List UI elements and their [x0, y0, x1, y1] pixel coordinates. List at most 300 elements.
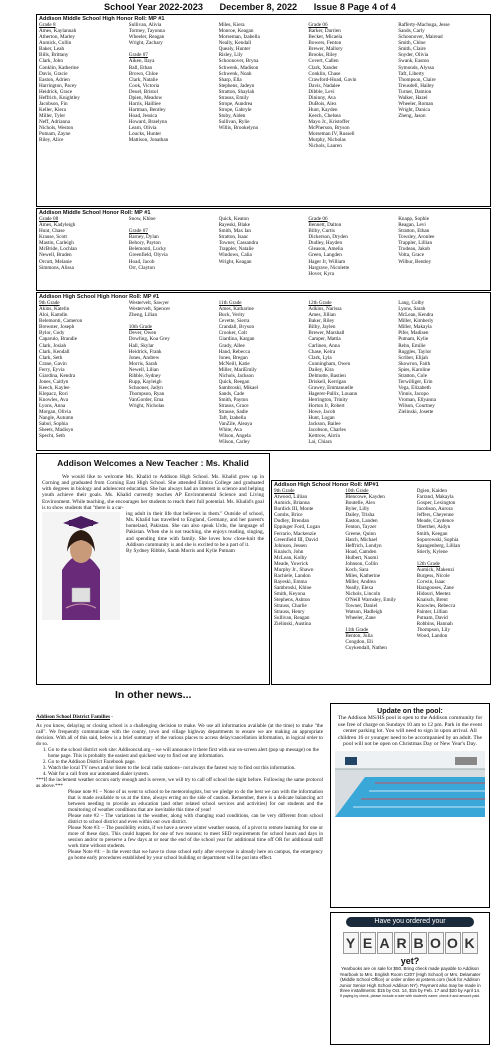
ms-honor-columns — [39, 216, 488, 276]
student-name: Thompson, Claire — [398, 76, 436, 83]
student-name: Vega, Elizabeth — [398, 384, 431, 391]
student-name: Zielinski, Josette — [398, 409, 434, 416]
student-name: Painter, Lillian — [416, 609, 448, 616]
student-name: Horton Jr, Robert — [308, 403, 345, 409]
student-name: Herrington, Trinity — [308, 396, 348, 403]
welcome-title: Addison Welcomes a New Teacher : Ms. Khalid — [57, 458, 249, 468]
student-name: Cunningham, Owen — [308, 360, 351, 367]
student-name: Rafferty-Machuga, Jesse — [398, 22, 450, 29]
student-name: Buck, Verity — [218, 312, 245, 319]
student-name: Nangle, Autumn — [39, 415, 74, 422]
student-name: Hunt, Logan — [308, 415, 335, 422]
student-name: Neally, Elexa — [345, 584, 374, 591]
school-closing-notice: Addison School District Families - As you know, delaying or closing school is a challenging decision to make. We use all information available (at the time) to make "the call". We frequently communicate with the county, town and village highway departments to ensure we are making an appropriate decision. With all of this said, below is a brief summary of the various places to access delay/cancellation information, in logical order to do so. 1. Go to the school district web site: Addisoncsd.org – we will announce it there first with our on-screen alert (pop up message) on the home page. This is probably the easiest and quickest way to find out any information. 2. Go to the Addison District Facebook page. 3. Watch the local TV news and/or listen to the local radio stations– not always the fastest way to find out this information. 4. Wait for a call from our automated dialer system. ***If the inclement weather occurs early enough and is severe, we will try to call off school the night before. Following the same protocol as above.*** Please note #1 – None of us went to school to be meteorologists, but we pledge to do the best we can with the information that is made available to us at the time, always erring on the side of caution. Remember, there is a delicate balancing act between needing to provide an education (and other related school services and activities) for our students and the monitoring of weather conditions that are inevitable this time of year! Please note #2 – The variations in the weather, along with changing road conditions, can be very different from school district to school district and even within our own district. Please Note #3: – The possibility exists, if we have a severe winter weather season, of a pivot to remote learning for one or more of these days. This could happen for one of two reasons: to meet SED requirements for school hours and days in session and/or to preserve a few days at or near the end of the school year for additional time off OR for additional staff work time without students. Please Note #4: – In the event that we have to close school early after everyone is already here on campus, the emergency go home early procedures established by your school building or department will be put into effect. — [36, 705, 323, 1045]
student-name: Grady, Allee — [218, 342, 245, 349]
student-name: Koch, Sara — [345, 566, 369, 573]
student-name: Barney, Dylan — [128, 234, 159, 241]
yearbook-letter: O — [428, 932, 444, 954]
student-name: Neff, Adrianna — [39, 118, 71, 125]
yearbook-letter: Y — [343, 932, 359, 954]
student-name: Bilby, Curtis — [308, 228, 335, 235]
student-name: Giardina, Kargan — [218, 336, 255, 343]
grade-heading: 12th Grade — [416, 560, 440, 567]
student-name: Scriber, Elijah — [398, 354, 428, 361]
student-name: Miller, Makayla — [398, 324, 432, 331]
closing-info-item: 4. Wait for a call from our automated dialer system. — [48, 771, 323, 777]
student-name: Bills, Brittany — [39, 52, 69, 59]
student-name: Westervelt, Sawyer — [128, 300, 169, 307]
honor-roll-column — [274, 488, 345, 651]
pool-photo — [335, 751, 485, 817]
student-name: Smith, Payton — [218, 396, 248, 403]
student-name: Baker, Leah — [39, 46, 65, 53]
student-name: Dailey, Kira — [308, 366, 334, 373]
student-name: Knaisch, Brent — [416, 597, 448, 604]
student-name: Smith, Claire — [398, 46, 426, 53]
families-title: Addison School District Families — [36, 714, 111, 720]
student-name: Strauss, Henry — [274, 609, 305, 616]
student-name: Nichols, Lincoln — [345, 591, 381, 597]
school-year: School Year 2022-2023 — [104, 2, 203, 12]
honor-roll-column — [308, 216, 398, 276]
student-name: Sabol, Sophia — [39, 421, 68, 428]
student-name: Knaisch, John — [274, 548, 304, 555]
student-name: Hagerer-Pallix, Louann — [308, 390, 358, 397]
student-name: Quealy, Hunter — [218, 46, 251, 53]
grade-heading: 9th Grade — [274, 488, 295, 495]
yearbook-letter: B — [411, 932, 427, 954]
student-name: Miles, Kiera — [218, 22, 245, 29]
student-name: McPherson, Bryson — [308, 125, 350, 131]
honor-roll-column — [129, 300, 219, 445]
student-name: Murphy, Nicholas — [308, 137, 346, 144]
student-name: Ferry, Eyvia — [39, 366, 65, 373]
student-name: Aloi, Kamdin — [39, 312, 68, 319]
student-name: Wright, Keagan — [218, 258, 252, 265]
student-name: Mastin, Carleigh — [39, 240, 74, 247]
yearbook-letter: R — [394, 932, 410, 954]
student-name: Symonds, Alyssa — [398, 64, 434, 71]
student-name: Walker, Hazel — [398, 94, 428, 101]
student-name: Chase, Keira — [308, 348, 336, 355]
student-name: Lai, Chiara — [308, 439, 332, 446]
yearbook-banner: Have you ordered your — [346, 917, 474, 927]
student-name: Eppinger Ford, Logan — [274, 524, 320, 531]
hs-high-honor-columns — [39, 300, 488, 445]
student-name: Towner, Cassandra — [218, 240, 259, 247]
student-name: Stratton, Cole — [398, 372, 428, 379]
student-name: Conklin, Chase — [308, 70, 341, 77]
student-name: Wheeler, Roman — [398, 100, 434, 107]
student-name: Green, Langden — [308, 252, 342, 259]
student-name: Byler, Lilly — [345, 506, 370, 513]
student-name: Murphy Jr., Shawn — [274, 566, 314, 573]
student-name: Jacobson, Aurora — [416, 506, 453, 513]
student-name: Towner, Daniel — [345, 603, 378, 610]
student-name: Aumick, Collin — [39, 40, 72, 47]
student-name: Swank, Easton — [398, 58, 430, 65]
student-name: Wilson, Courtney — [398, 403, 435, 409]
yearbook-note: If paying by check, please include a note with student's name; check it and amount paid. — [339, 993, 481, 998]
student-name: Baker, Riley — [308, 318, 335, 325]
student-name: Dickerson, Dryden — [308, 234, 348, 241]
student-name: Dibble, Levi — [308, 88, 335, 95]
student-name: Schwenk, Madison — [218, 64, 259, 71]
student-name: Jones, Andrew — [128, 354, 160, 361]
yearbook-yet: yet? — [400, 956, 420, 966]
student-name: Hand, Rebecca — [218, 348, 250, 355]
yearbook-text: Yearbooks are on sale for $50. Bring check made payable to Addison Yearbook to Mrs. English Room C207 (High School) or Mrs. Delamater (Middle School Office) or order online at jostens.com (look for Addison Junior Senior High School Addison NY). Payment also may be made in three installments: $15 by Oct. 14, $15 by Feb. 17 and $20 by April 14. — [339, 966, 481, 994]
honor-roll-column — [219, 22, 309, 149]
student-name: Hulbert, Naomi — [345, 554, 378, 561]
student-name: Hunt, Kayden — [308, 106, 338, 113]
student-name: Dininny, Ava — [308, 94, 336, 101]
welcome-byline: By Sydney Ribble, Sarah Morris and Kylie Putnam — [126, 547, 235, 554]
student-name: Krause, Scott — [39, 234, 67, 241]
student-name: Thompson, Ryan — [128, 390, 165, 397]
student-name: Johnson, Collin — [345, 560, 378, 567]
student-name: Miles, Katherine — [345, 572, 381, 579]
student-name: Tormey, Tayonna — [128, 28, 165, 35]
student-name: Brewster, Joseph — [39, 324, 75, 331]
student-name: Snow, Khloe — [128, 216, 156, 223]
student-name: Barker, Darrien — [308, 28, 341, 35]
student-name: Lyons, Anna — [39, 403, 66, 409]
student-name: Ames, Kaylannah — [39, 28, 77, 35]
student-name: Dailey, Trisha — [345, 512, 375, 519]
student-name: Crawford-Hoad, Gavin — [308, 76, 357, 83]
student-name: Spies, Karoline — [398, 366, 431, 373]
hs-honor-roll — [271, 480, 491, 685]
student-name: Crane, Gavin — [39, 360, 67, 367]
student-name: Knapp, Sophie — [398, 216, 430, 223]
student-name: Rayeski, Emma — [274, 578, 307, 585]
student-name: Becker, Micaela — [308, 34, 343, 41]
student-name: Heffrich, Knightley — [39, 94, 80, 101]
honor-roll-column — [219, 216, 309, 276]
student-name: Stratton, Isaac — [218, 234, 249, 241]
honor-roll-column — [39, 22, 129, 149]
student-name: Bowers, Fenton — [308, 40, 342, 47]
student-name: Hoad, Jessica — [128, 112, 158, 119]
honor-roll-column — [398, 216, 488, 276]
student-name: Lyons, Sarah — [398, 306, 426, 313]
student-name: Jeffers, Cheyenne — [416, 512, 454, 519]
student-name: Harris, Hailliee — [128, 100, 161, 107]
student-name: Stephens, Jadeyn — [218, 82, 255, 89]
student-name: Grawey, Emmanuelle — [308, 384, 354, 391]
student-name: Wright, Danica — [398, 106, 430, 113]
student-name: Putnam, Kylie — [398, 336, 429, 343]
student-name: Miller, MariEmily — [218, 366, 257, 373]
student-name: Putnam, Zayne — [39, 131, 71, 138]
other-news-heading: In other news... — [115, 689, 192, 701]
student-name: Giardina, Kendra — [39, 372, 76, 379]
student-name: Benton, Julia — [345, 633, 373, 640]
severe-weather-note: ***If the inclement weather occurs early enough and is severe, we will try to call off school the night before. Following the same protocol as above.*** — [36, 777, 323, 789]
student-name: Monroe, Keagan — [218, 28, 254, 35]
grade-heading: Grade 07 — [128, 52, 148, 59]
ms-honor-roll — [36, 208, 491, 291]
ms-high-honor-title: Addison Middle School High Honor Roll: MP #1 — [39, 16, 165, 22]
student-name: Taft, Izabella — [218, 415, 246, 422]
student-name: Windows, Calia — [218, 252, 252, 259]
honor-roll-column — [39, 216, 129, 276]
student-name: Wright, Zachary — [128, 40, 163, 47]
student-name: Heffrich, Londyn — [345, 542, 382, 549]
student-name: Meade, Yowrick — [274, 560, 309, 567]
student-name: Burdick III, Monte — [274, 506, 314, 513]
student-name: Covert, Callen — [308, 58, 339, 65]
student-name: Schoonover, Bryna — [218, 58, 259, 65]
student-name: Loucks, Hunter — [128, 131, 162, 138]
student-name: Blencowe, Kayden — [345, 494, 385, 501]
student-name: Stratton, Shaylah — [218, 88, 255, 95]
hs-high-honor-roll — [36, 292, 491, 451]
hs-honor-columns — [274, 488, 488, 651]
yearbook-letters — [331, 932, 489, 954]
honor-roll-column — [308, 300, 398, 445]
student-name: Strauss, Emily — [218, 94, 249, 101]
student-name: Clark, Josiah — [39, 342, 67, 349]
student-name: Spangenberg, Lillian — [416, 542, 461, 549]
student-name: McNeill, Katie — [218, 360, 250, 367]
student-name: Camper, Mattia — [308, 336, 341, 343]
student-name: Jones, Bregan — [218, 354, 248, 361]
student-name: Gleason, Amelia — [308, 246, 343, 253]
student-name: Treusdell, Hailey — [398, 82, 435, 89]
student-name: Zheng, Lilian — [128, 312, 158, 319]
student-name: Smith, Keegan — [416, 530, 448, 537]
student-name: Trudeau, Jakob — [398, 246, 430, 253]
student-name: Dowling, Koa Grey — [128, 336, 170, 343]
student-name: Ball, Ethan — [128, 64, 153, 71]
student-name: Behory, Payton — [128, 240, 161, 247]
student-name: Soporowski, Sophia — [416, 536, 459, 543]
honor-roll-column — [129, 22, 219, 149]
student-name: Jacobson, Charles — [308, 427, 346, 434]
student-name: Vroman, Ellyanna — [398, 396, 436, 403]
student-name: Vinnis, Jacopo — [398, 390, 429, 397]
student-name: Nichols, Lauren — [308, 143, 342, 150]
student-name: Dgien, Kaiden — [416, 488, 447, 495]
grade-heading: 10th Grade — [345, 488, 369, 495]
grade-heading: 10th Grade — [128, 324, 152, 331]
student-name: Lang, Colby — [398, 300, 425, 307]
student-name: Clark, Kendall — [39, 348, 70, 355]
student-name: Sands, Carly — [398, 28, 425, 35]
student-name: Taft, Liberty — [398, 70, 425, 77]
student-name: Knowles, Ava — [39, 396, 69, 403]
student-name: Strope, Gabryle — [218, 106, 252, 113]
student-name: Towsley, Aronlee — [398, 234, 435, 241]
student-name: Brooks, Riley — [308, 52, 338, 59]
student-name: Akins, Katelin — [39, 306, 70, 313]
student-name: Wilson, Angela — [218, 433, 251, 440]
student-name: Howard, Braelynn — [128, 118, 168, 125]
student-name: Atwood, Lillian — [274, 494, 308, 501]
issue-number: Issue 8 Page 4 of 4 — [313, 2, 396, 12]
student-name: Clark, Seth — [39, 354, 63, 361]
student-name: Davis, Nadalee — [308, 82, 341, 89]
student-name: Atherton, Marley — [39, 34, 76, 41]
student-name: VanZile, Aleaya — [218, 421, 253, 428]
student-name: White, Ava — [218, 427, 242, 434]
student-name: Newell, Braden — [39, 252, 72, 259]
pool-update — [330, 703, 490, 908]
student-name: Deuel, Bristol — [128, 88, 158, 95]
student-name: Risley, Lily — [218, 52, 243, 59]
student-name: Adkins, Narissa — [308, 306, 342, 313]
student-name: Ames, Katharine — [218, 306, 254, 313]
student-name: Smith, Keyona — [274, 591, 306, 597]
student-name: Wood, Landon — [416, 633, 448, 640]
student-name: Ribble, Sydney — [128, 372, 161, 379]
student-name: Terwilliger, Erin — [398, 378, 433, 385]
student-name: Sullivan, Reagan — [274, 615, 310, 622]
student-name: Sheets, Madisyn — [39, 427, 74, 434]
hs-high-honor-title: Addison High School High Honor Roll: MP #1 — [39, 294, 160, 300]
student-name: Quick, Reegan — [218, 378, 250, 385]
student-name: Volta, Grace — [398, 252, 425, 259]
student-name: Johnson, Jessen — [274, 542, 307, 549]
student-name: Smith, Chloe — [398, 40, 426, 47]
student-name: Hunt, Chase — [39, 228, 65, 235]
pool-text: The Addison MS/HS pool is open to the Addison community for use free of charge on Sundays 10 am to 12 pm. Park in the event center parking lot. You will need to sign in upon arrival. All children 16 or younger need to be accompanied by an adult. The pool will not be open on Christmas Day or New Year's Day. — [337, 715, 483, 748]
student-name: Hoad, Jacob — [128, 258, 155, 265]
student-name: Dever, Owen — [128, 330, 157, 337]
grade-heading: Grade 06 — [308, 22, 328, 29]
student-name: Putnam, David — [416, 615, 448, 622]
student-name: Greenfield, Olyvia — [128, 252, 168, 259]
student-name: Mattison, Jonathan — [128, 137, 169, 144]
ms-honor-title: Addison Middle School Honor Roll: MP #1 — [39, 210, 151, 216]
ms-high-honor-columns — [39, 22, 488, 149]
student-name: Howe, Jacob — [308, 409, 336, 416]
student-name: Ames, Jillian — [308, 312, 336, 319]
student-name: Heidrick, Grace — [39, 88, 73, 95]
honor-roll-column — [417, 488, 488, 651]
student-name: DuBois, Alex — [308, 100, 337, 107]
student-name: Strauss, Grace — [218, 403, 249, 409]
student-name: Strause, Sadie — [218, 409, 248, 416]
student-name: Wilson, Carley — [218, 439, 250, 446]
student-name: Bilby, Jaylen — [308, 324, 336, 331]
closing-info-item: 2. Go to the Addison District Facebook page. — [48, 759, 323, 765]
honor-roll-column — [345, 488, 416, 651]
yearbook-letter: O — [445, 932, 461, 954]
families-intro: As you know, delaying or closing school is a challenging decision to make. We use all information available (at the time) to make "the call". We frequently communicate with the county, town and village highway departments to ensure we are making an appropriate decision. With all of this said, below is a brief summary of the various places to access delay/cancellation information, in logical order to do so. — [36, 723, 323, 747]
student-name: Hatch, Michael — [345, 536, 378, 543]
student-name: Sullivan, Rylie — [218, 118, 250, 125]
student-name: Westervelt, Spencer — [128, 306, 171, 313]
student-name: Zheng, Jason — [398, 112, 426, 119]
note-1: Please note #1 – None of us went to school to be meteorologists, but we pledge to do the best we can with the information that is made available to us at the time, always erring on the side of caution. Remember, there is a delicate balancing act between needing to provide an education (and other related school services and activities) for our students and the monitoring of weather conditions that are inevitable this time of year! — [68, 789, 323, 813]
student-name: Mayo Jr., Kristoffer — [308, 118, 350, 125]
student-name: Heidrick, Frank — [128, 348, 162, 355]
student-name: Clark, Lyla — [308, 354, 332, 361]
welcome-text-2: ing adult in their life that believes in them." Outside of school, Ms. Khalid has travelled to England, Germany, and her parent's homeland, Pakistan. She can also speak Urdu, the language of Pakistan. When she is not teaching, she enjoys reading, singing, and spending time with family. She loves how close-knit the Addison community is and she is excited to be a part of it. — [126, 510, 264, 548]
student-name: Aiken, Ilaya — [128, 58, 155, 65]
grade-heading: Grade 08 — [39, 216, 59, 223]
student-name: Neally, Kendall — [218, 40, 252, 47]
student-name: Stierly, Kylene — [416, 548, 448, 555]
student-name: Jacobson, Fin — [39, 100, 68, 107]
student-name: Brewer, Mallory — [308, 46, 343, 53]
student-name: Cevette, Sierra — [218, 318, 250, 325]
student-name: Harrington, Pacey — [39, 82, 77, 89]
student-name: Sands, Cade — [218, 390, 245, 397]
ms-high-honor-roll — [36, 14, 491, 207]
grade-heading: 12th Grade — [308, 300, 332, 307]
student-name: Hoad, Camden — [345, 548, 377, 555]
student-name: Clark, Xander — [308, 64, 338, 71]
student-name: Newell, Lilian — [128, 366, 159, 373]
student-name: Snyder, Olivia — [398, 52, 429, 59]
student-name: Davis, Gracie — [39, 70, 68, 77]
student-name: Meade, Caydence — [416, 518, 454, 525]
issue-date: December 8, 2022 — [219, 2, 298, 12]
student-name: Combs, Brice — [274, 512, 303, 519]
closing-info-item: 1. Go to the school district web site: Addisoncsd.org – we will announce it there first with our on-screen alert (pop up message) on the home page. This is probably the easiest and quickest way to find out any information. — [48, 747, 323, 759]
student-name: Reagan, Levi — [398, 222, 426, 229]
honor-roll-column — [398, 22, 488, 149]
student-name: Nichols, Jackson — [218, 372, 254, 379]
student-name: Rachiele, Landon — [274, 572, 311, 579]
student-name: Belemonti, Cameron — [39, 318, 83, 325]
yearbook-letter: E — [360, 932, 376, 954]
student-name: Dpien, Meadow — [128, 94, 163, 101]
grade-heading: 11th Grade — [345, 627, 369, 634]
student-name: Corwin, Isaac — [416, 578, 446, 585]
student-name: Hargrave, Nicolette — [308, 264, 350, 271]
student-name: Driskell, Kerrigan — [308, 378, 347, 385]
student-name: Quick, Keaton — [218, 216, 249, 223]
student-name: Wheeler, Zane — [345, 615, 376, 622]
grade-heading: 9th Grade — [39, 300, 60, 307]
student-name: Clark, John — [39, 58, 63, 65]
student-name: Gosper, Lexington — [416, 500, 456, 507]
note-4: Please Note #4: – In the event that we have to close school early after everyone is already here on campus, the emergency go home early procedures established by your school building or department will be put into effect. — [68, 849, 323, 861]
student-name: Congdon, Eli — [345, 639, 373, 646]
student-name: Keech, Kaylee — [39, 384, 70, 391]
student-name: Hartman, Bentley — [128, 106, 166, 113]
student-name: Conklin, Katherine — [39, 64, 79, 71]
student-name: Ames, Kadyleigh — [39, 222, 76, 229]
student-name: Thompson, Lily — [416, 627, 451, 634]
student-name: Stratton, Ethan — [398, 228, 430, 235]
student-name: Oberther, Aidyn — [416, 524, 451, 531]
student-name: Keech, Chelsea — [308, 112, 341, 119]
student-name: McBride, Lochlan — [39, 246, 78, 253]
student-name: Sambroski, Khloe — [274, 584, 312, 591]
student-name: Fenton, Tayzer — [345, 524, 377, 531]
student-name: Schoonover, Mairead — [398, 34, 443, 41]
student-name: Robbins, Hannah — [416, 621, 453, 628]
student-name: Klepacz, Rori — [39, 390, 68, 397]
student-name: Greenfield III, David — [274, 536, 318, 543]
student-name: Learn, Olivia — [128, 125, 157, 131]
student-name: Burgess, Nicole — [416, 572, 450, 579]
student-name: Rupp, Kayleigh — [128, 378, 162, 385]
student-name: Specht, Seth — [39, 433, 65, 440]
student-name: Watson, Hadleigh — [345, 609, 383, 616]
student-name: Rehn, Emilie — [398, 342, 426, 349]
closing-info-list — [36, 747, 323, 777]
student-name: Miller, Tyler — [39, 112, 66, 119]
student-name: Willis, Brookelynn — [218, 125, 259, 131]
honor-roll-column — [219, 300, 309, 445]
